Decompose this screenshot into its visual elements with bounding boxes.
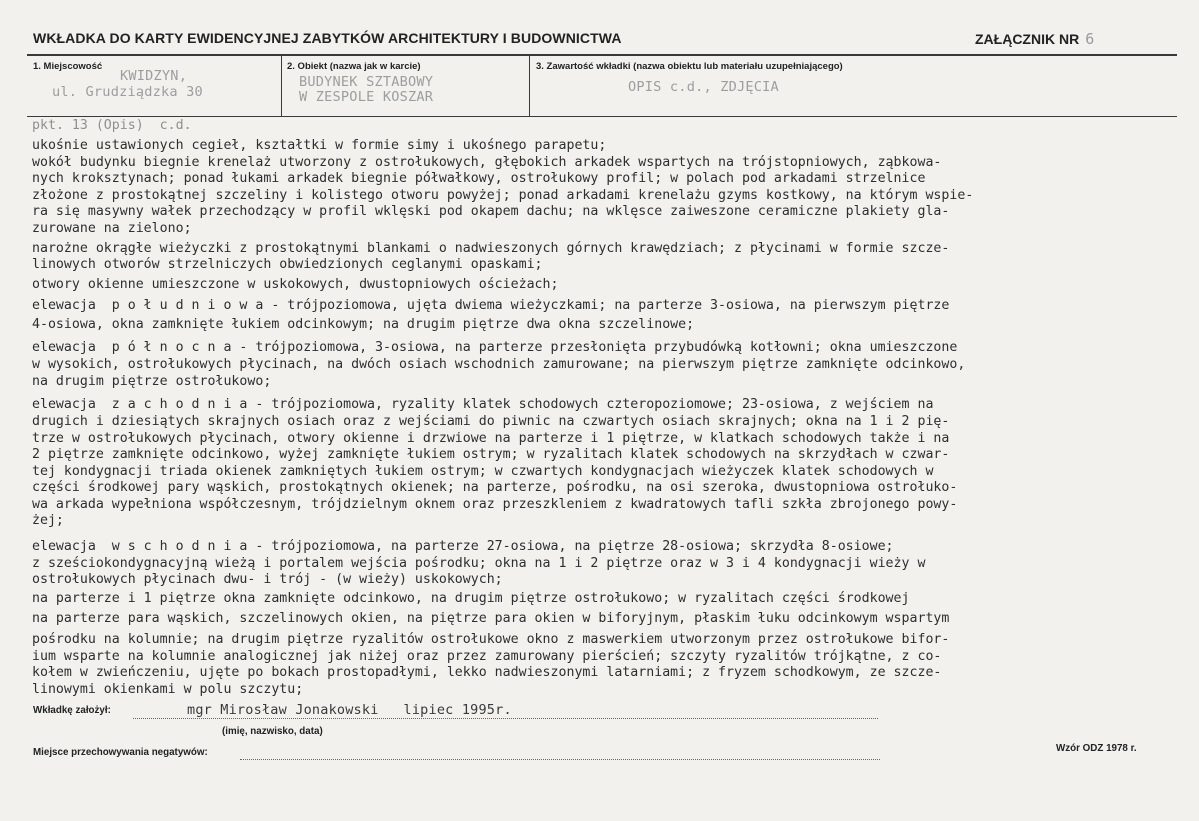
object-value-line-2: W ZESPOLE KOSZAR <box>299 89 434 105</box>
author-label: Wkładkę założył: <box>33 705 111 716</box>
description-line: pośrodku na kolumnie; na drugim piętrze ryzalitów ostrołukowe okno z maswerkiem utworzonym przez ostrołukowe bifor- <box>32 632 950 648</box>
description-line: na parterze para wąskich, szczelinowych okien, na piętrze para okien w biforyjnym, płaskim łuku odcinkowym wspartym <box>32 611 950 627</box>
place-value-street: ul. Grudziądzka 30 <box>52 84 203 100</box>
description-line: na parterze i 1 piętrze okna zamknięte odcinkowo, na drugim piętrze ostrołukowo; w ryzalitach części środkowej <box>32 590 910 606</box>
description-line: części środkowej pary wąskich, prostokątnych okienek; na parterze, pośrodku, na osi szeroka, dwustopniowa ostrołuko- <box>32 480 958 496</box>
annex-label-text: ZAŁĄCZNIK NR <box>975 31 1080 47</box>
description-line: ium wsparte na kolumnie analogicznej jak niżej oraz przez zamurowany pierścień; szczyty ryzalitów trójkątne, z co- <box>32 648 942 664</box>
description-line: zurowane na zielono; <box>32 220 192 236</box>
author-hint: (imię, nazwisko, data) <box>222 726 323 737</box>
description-line: tej kondygnacji triada okienek zamkniętych łukiem ostrym; w czwartych kondygnacjach wieżyczek klatek schodowych w <box>32 463 934 479</box>
place-label: 1. Miejscowość <box>33 61 103 72</box>
header-rule <box>27 54 1177 56</box>
negatives-label: Miejsce przechowywania negatywów: <box>33 747 208 758</box>
annex-label <box>975 30 1094 48</box>
description-text <box>32 118 1182 698</box>
object-value-line-1: BUDYNEK SZTABOWY <box>299 74 434 90</box>
author-dotline <box>133 718 878 719</box>
description-line: elewacja w s c h o d n i a - trójpoziomowa, na parterze 27-osiowa, na piętrze 28-osiowa; skrzydła 8-osiowe; <box>32 539 894 555</box>
description-line: ostrołukowych płycinach dwu- i trój - (w wieży) uskokowych; <box>32 572 503 588</box>
description-line: ukośnie ustawionych cegieł, kształtki w formie simy i ukośnego parapetu; <box>32 138 607 153</box>
description-line: elewacja z a c h o d n i a - trójpoziomowa, ryzality klatek schodowych czteropoziomowe; 23-osiowa, z wejściem na <box>32 397 934 413</box>
description-line: elewacja p o ł u d n i o w a - trójpoziomowa, ujęta dwiema wieżyczkami; na parterze 3-osiowa, na pierwszym piętrze <box>32 298 950 314</box>
description-line: na drugim piętrze ostrołukowo; <box>32 373 272 389</box>
content-label: 3. Zawartość wkładki (nazwa obiektu lub materiału uzupełniającego) <box>536 61 843 72</box>
form-code: Wzór ODZ 1978 r. <box>1056 743 1137 754</box>
place-value-city: KWIDZYN, <box>120 68 188 84</box>
annex-number: 6 <box>1085 30 1095 48</box>
description-line: żej; <box>32 513 64 529</box>
description-line: z sześciokondygnacyjną wieżą i portalem wejścia pośrodku; okna na 1 i 2 piętrze oraz w 3 i 4 kondygnacji wieży w <box>32 555 926 571</box>
description-line: otwory okienne umieszczone w uskokowych, dwustopniowych ościeżach; <box>32 276 559 292</box>
fields-bottom-rule <box>27 116 1177 117</box>
description-line: drugich i dziesiątych skrajnych osiach oraz z wejściami do piwnic na czwartych osiach skrajnych; okna na 1 i 2 pię- <box>32 413 950 429</box>
field-divider-1 <box>281 55 282 117</box>
form-title: WKŁADKA DO KARTY EWIDENCYJNEJ ZABYTKÓW ARCHITEKTURY I BUDOWNICTWA <box>33 30 622 46</box>
description-line: nych kroksztynach; ponad łukami arkadek biegnie półwałkowy, ostrołukowy profil; w polach pod arkadami strzelnice <box>32 171 926 187</box>
author-value: mgr Mirosław Jonakowski lipiec 1995r. <box>187 702 512 718</box>
description-line: elewacja p ó ł n o c n a - trójpoziomowa, 3-osiowa, na parterze przesłonięta przybudówką kotłowni; okna umieszczone <box>32 339 958 355</box>
description-line: kołem w zwieńczeniu, ujęte po bokach prostopadłymi, lekko nadwieszonymi latarniami; z fryzem schodkowym, ze szcze- <box>32 665 942 681</box>
description-line: narożne okrągłe wieżyczki z prostokątnymi blankami o nadwieszonych górnych krawędziach; z płycinami w formie szcze- <box>32 240 950 256</box>
negatives-dotline <box>240 759 880 760</box>
description-heading: pkt. 13 (Opis) c.d. <box>32 118 192 133</box>
content-value: OPIS c.d., ZDJĘCIA <box>628 79 779 95</box>
description-line: ra się masywny wałek przechodzący w profil wklęski pod okapem dachu; na wklęsce zaiweszone ceramiczne plakiety gla- <box>32 204 950 220</box>
description-line: 2 piętrze zamknięte odcinkowo, wyżej zamknięte łukiem ostrym; w ryzalitach klatek schodowych na skrzydłach w czwar- <box>32 447 950 463</box>
description-line: złożone z prostokątnej szczeliny i kolistego otworu powyżej; ponad arkadami krenelażu gzyms kostkowy, na którym wspie- <box>32 187 974 203</box>
description-line: trze w ostrołukowych płycinach, otwory okienne i drzwiowe na parterze i 1 piętrze, w klatkach schodowych także i na <box>32 430 950 446</box>
description-line: linowych otworów strzelniczych obwiedzionych ceglanymi opaskami; <box>32 257 543 273</box>
field-divider-2 <box>529 55 530 117</box>
description-line: w wysokich, ostrołukowych płycinach, na dwóch osiach wschodnich zamurowane; na pierwszym piętrze zamknięte odcinkowo, <box>32 357 966 373</box>
description-line: linowymi okienkami w polu szczytu; <box>32 681 304 697</box>
object-label: 2. Obiekt (nazwa jak w karcie) <box>287 61 421 72</box>
description-line: wa arkada wypełniona współczesnym, trójdzielnym oknem oraz przeszkleniem z kwadratowych tafli szkła zbrojonego powy- <box>32 496 958 512</box>
description-line: 4-osiowa, okna zamknięte łukiem odcinkowym; na drugim piętrze dwa okna szczelinowe; <box>32 316 695 332</box>
description-line: wokół budynku biegnie krenelaż utworzony z ostrołukowych, głębokich arkadek wspartych na trójstopniowych, ząbkowa- <box>32 154 942 170</box>
